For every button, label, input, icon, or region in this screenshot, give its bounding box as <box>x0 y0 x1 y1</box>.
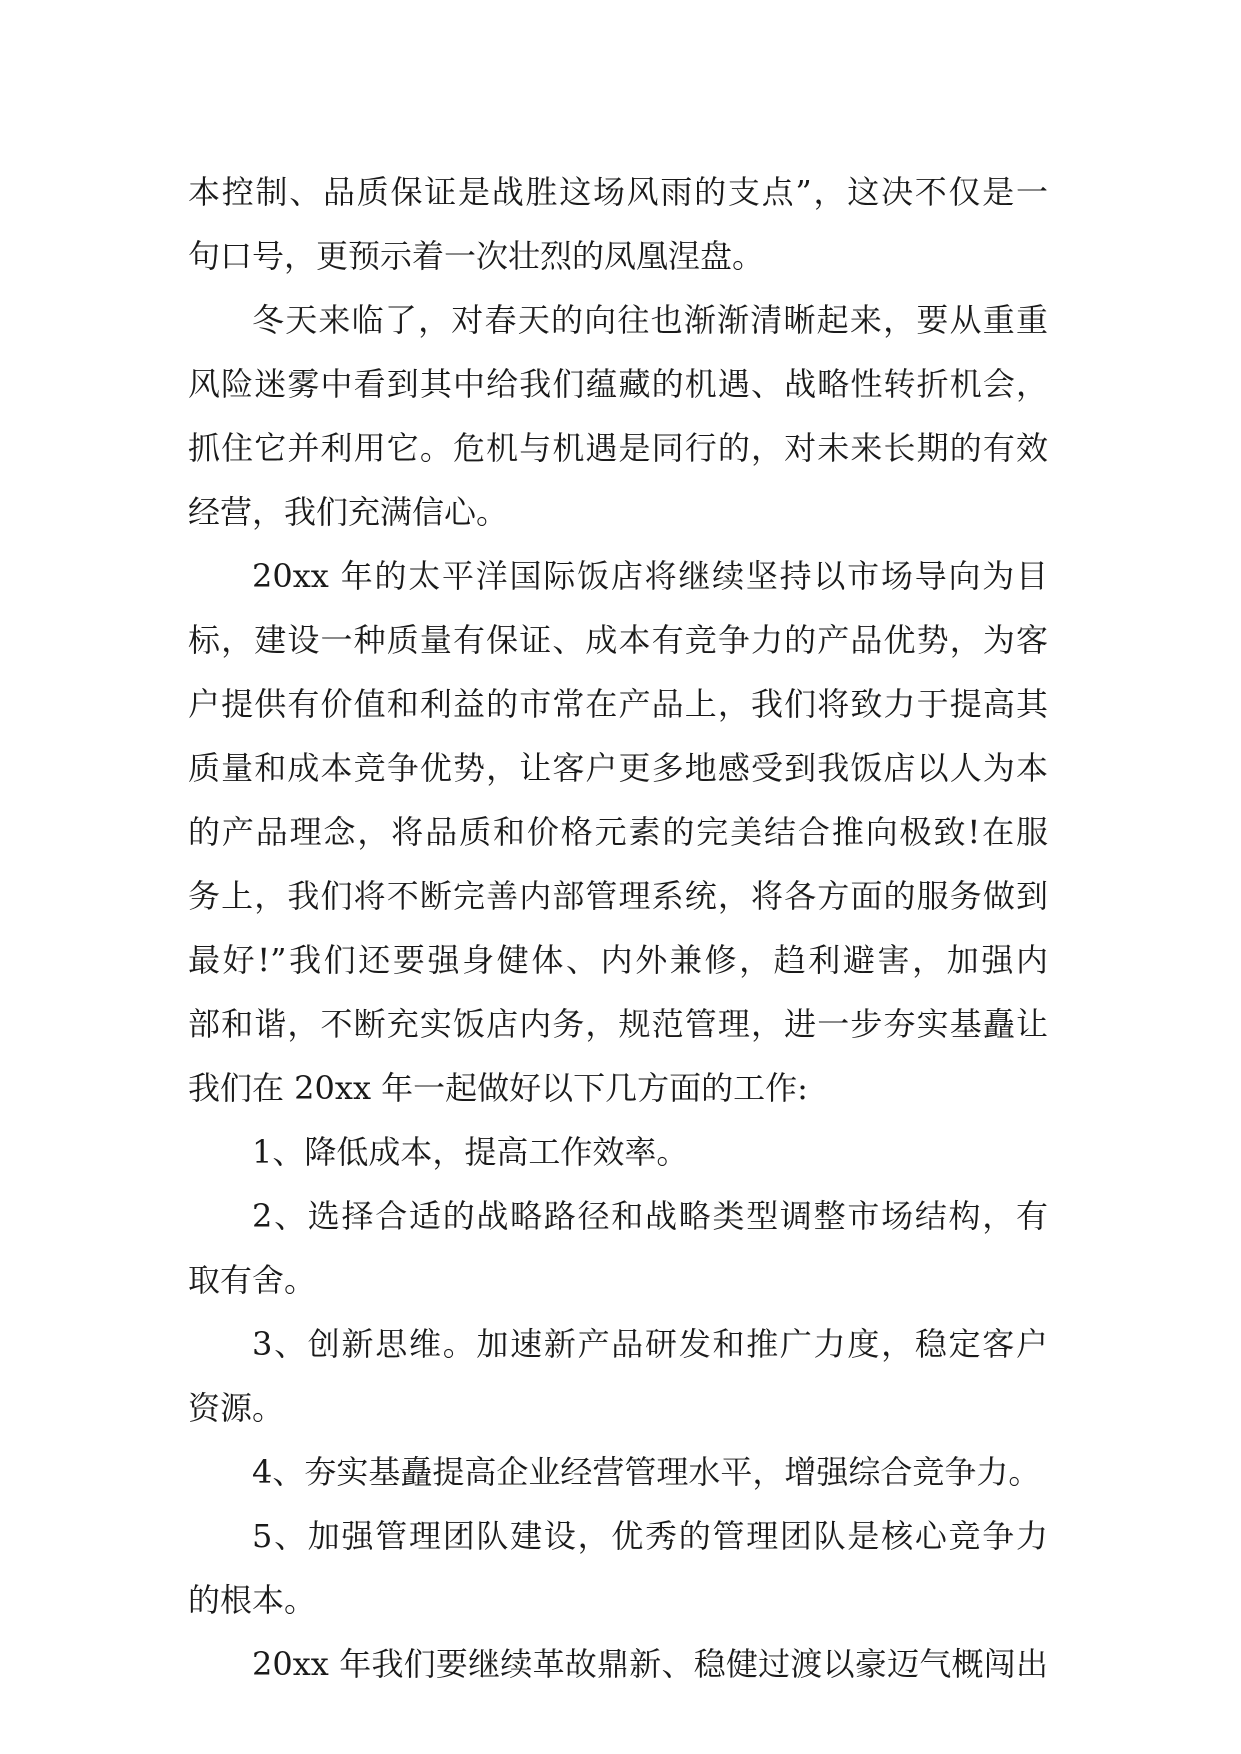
text-line: 务上，我们将不断完善内部管理系统，将各方面的服务做到 <box>188 877 1048 915</box>
text-line: 户提供有价值和利益的市常在产品上，我们将致力于提高其 <box>188 685 1048 723</box>
text-line: 我们在 20xx 年一起做好以下几方面的工作: <box>188 1069 808 1107</box>
text-line: 冬天来临了，对春天的向往也渐渐清晰起来，要从重重 <box>252 301 1048 339</box>
text-line: 取有舍。 <box>188 1261 317 1299</box>
list-item-2: 2、选择合适的战略路径和战略类型调整市场结构，有 <box>252 1197 1048 1235</box>
text-line: 质量和成本竞争优势，让客户更多地感受到我饭店以人为本 <box>188 749 1048 787</box>
list-item-5: 5、加强管理团队建设，优秀的管理团队是核心竞争力 <box>252 1517 1048 1555</box>
list-item-4: 4、夯实基矗提高企业经营管理水平，增强综合竞争力。 <box>252 1453 1041 1491</box>
text-line: 最好!”我们还要强身健体、内外兼修，趋利避害，加强内 <box>188 941 1048 979</box>
text-line: 的产品理念，将品质和价格元素的完美结合推向极致!在服 <box>188 813 1048 851</box>
list-item-3: 3、创新思维。加速新产品研发和推广力度，稳定客户 <box>252 1325 1048 1363</box>
document-body <box>188 160 1048 1696</box>
text-line: 抓住它并利用它。危机与机遇是同行的，对未来长期的有效 <box>188 429 1048 467</box>
text-line: 20xx 年我们要继续革故鼎新、稳健过渡以豪迈气概闯出 <box>252 1645 1048 1683</box>
text-line: 资源。 <box>188 1389 285 1427</box>
text-line: 部和谐，不断充实饭店内务，规范管理，进一步夯实基矗让 <box>188 1005 1048 1043</box>
text-line: 的根本。 <box>188 1581 317 1619</box>
text-line: 句口号，更预示着一次壮烈的凤凰涅盘。 <box>188 237 765 275</box>
text-line: 20xx 年的太平洋国际饭店将继续坚持以市场导向为目 <box>252 557 1048 595</box>
text-line: 标，建设一种质量有保证、成本有竞争力的产品优势，为客 <box>188 621 1048 659</box>
text-line: 本控制、品质保证是战胜这场风雨的支点”，这决不仅是一 <box>188 173 1048 211</box>
list-item-1: 1、降低成本，提高工作效率。 <box>252 1133 689 1171</box>
text-line: 经营，我们充满信心。 <box>188 493 509 531</box>
text-line: 风险迷雾中看到其中给我们蕴藏的机遇、战略性转折机会， <box>188 365 1048 403</box>
